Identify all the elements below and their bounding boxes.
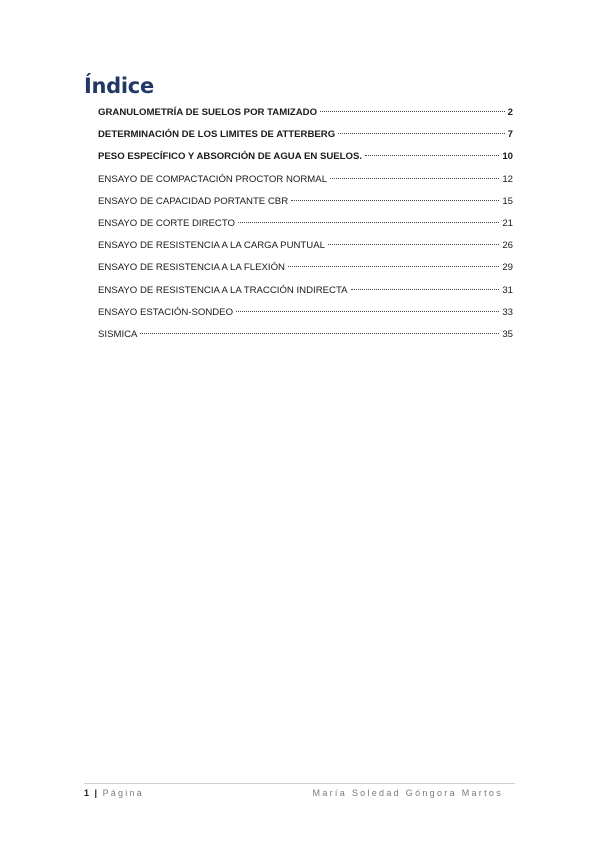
toc-entry-page: 7 — [507, 129, 513, 141]
toc-entry[interactable] — [98, 126, 513, 148]
toc-entry-page: 21 — [502, 217, 513, 229]
page-title: Índice — [84, 74, 154, 98]
toc-entry-label: ENSAYO DE CAPACIDAD PORTANTE CBR — [98, 195, 289, 207]
toc-entry-label: ENSAYO ESTACIÓN-SONDEO — [98, 306, 234, 318]
toc-entry-label: ENSAYO DE CORTE DIRECTO — [98, 217, 236, 229]
toc-entry-page: 31 — [502, 284, 513, 296]
toc-entry-page: 2 — [507, 107, 513, 118]
toc-entry-page: 10 — [502, 151, 513, 163]
toc-dot-leader — [330, 178, 499, 179]
table-of-contents — [98, 104, 513, 348]
footer-page-number: 1 — [84, 788, 90, 798]
toc-entry[interactable] — [98, 215, 513, 237]
toc-dot-leader — [338, 133, 504, 134]
toc-entry-label: GRANULOMETRÍA DE SUELOS POR TAMIZADO — [98, 107, 318, 118]
toc-entry-page: 29 — [502, 262, 513, 274]
toc-entry-page: 33 — [502, 306, 513, 318]
footer-author: María Soledad Góngora Martos — [312, 788, 503, 798]
toc-entry[interactable] — [98, 259, 513, 281]
page-footer — [84, 783, 515, 798]
toc-entry-label: ENSAYO DE RESISTENCIA A LA TRACCIÓN INDIRECTA — [98, 284, 348, 296]
toc-entry-label: ENSAYO DE RESISTENCIA A LA CARGA PUNTUAL — [98, 240, 325, 252]
toc-entry[interactable] — [98, 171, 513, 193]
toc-dot-leader — [238, 222, 499, 223]
footer-separator: | — [94, 788, 98, 798]
toc-entry-label: ENSAYO DE COMPACTACIÓN PROCTOR NORMAL — [98, 173, 328, 185]
toc-entry[interactable] — [98, 193, 513, 215]
toc-entry-label: ENSAYO DE RESISTENCIA A LA FLEXIÓN — [98, 262, 285, 274]
toc-entry-page: 35 — [502, 328, 513, 340]
toc-entry[interactable] — [98, 237, 513, 259]
toc-entry-label: DETERMINACIÓN DE LOS LIMITES DE ATTERBERG — [98, 129, 336, 141]
toc-dot-leader — [320, 111, 505, 112]
toc-entry[interactable] — [98, 104, 513, 126]
toc-dot-leader — [291, 200, 499, 201]
toc-entry-label: SISMICA — [98, 328, 138, 340]
toc-dot-leader — [365, 155, 499, 156]
toc-dot-leader — [351, 289, 500, 290]
toc-entry-page: 26 — [502, 240, 513, 252]
toc-entry-page: 12 — [502, 173, 513, 185]
toc-dot-leader — [288, 266, 499, 267]
toc-entry-label: PESO ESPECÍFICO Y ABSORCIÓN DE AGUA EN SUELOS. — [98, 151, 363, 163]
footer-page-word: Página — [102, 788, 144, 798]
toc-dot-leader — [140, 333, 499, 334]
toc-entry[interactable] — [98, 326, 513, 348]
toc-entry[interactable] — [98, 282, 513, 304]
toc-dot-leader — [328, 244, 499, 245]
toc-dot-leader — [236, 311, 499, 312]
toc-entry[interactable] — [98, 148, 513, 170]
toc-entry[interactable] — [98, 304, 513, 326]
footer-page-info — [84, 788, 144, 798]
toc-entry-page: 15 — [502, 195, 513, 207]
